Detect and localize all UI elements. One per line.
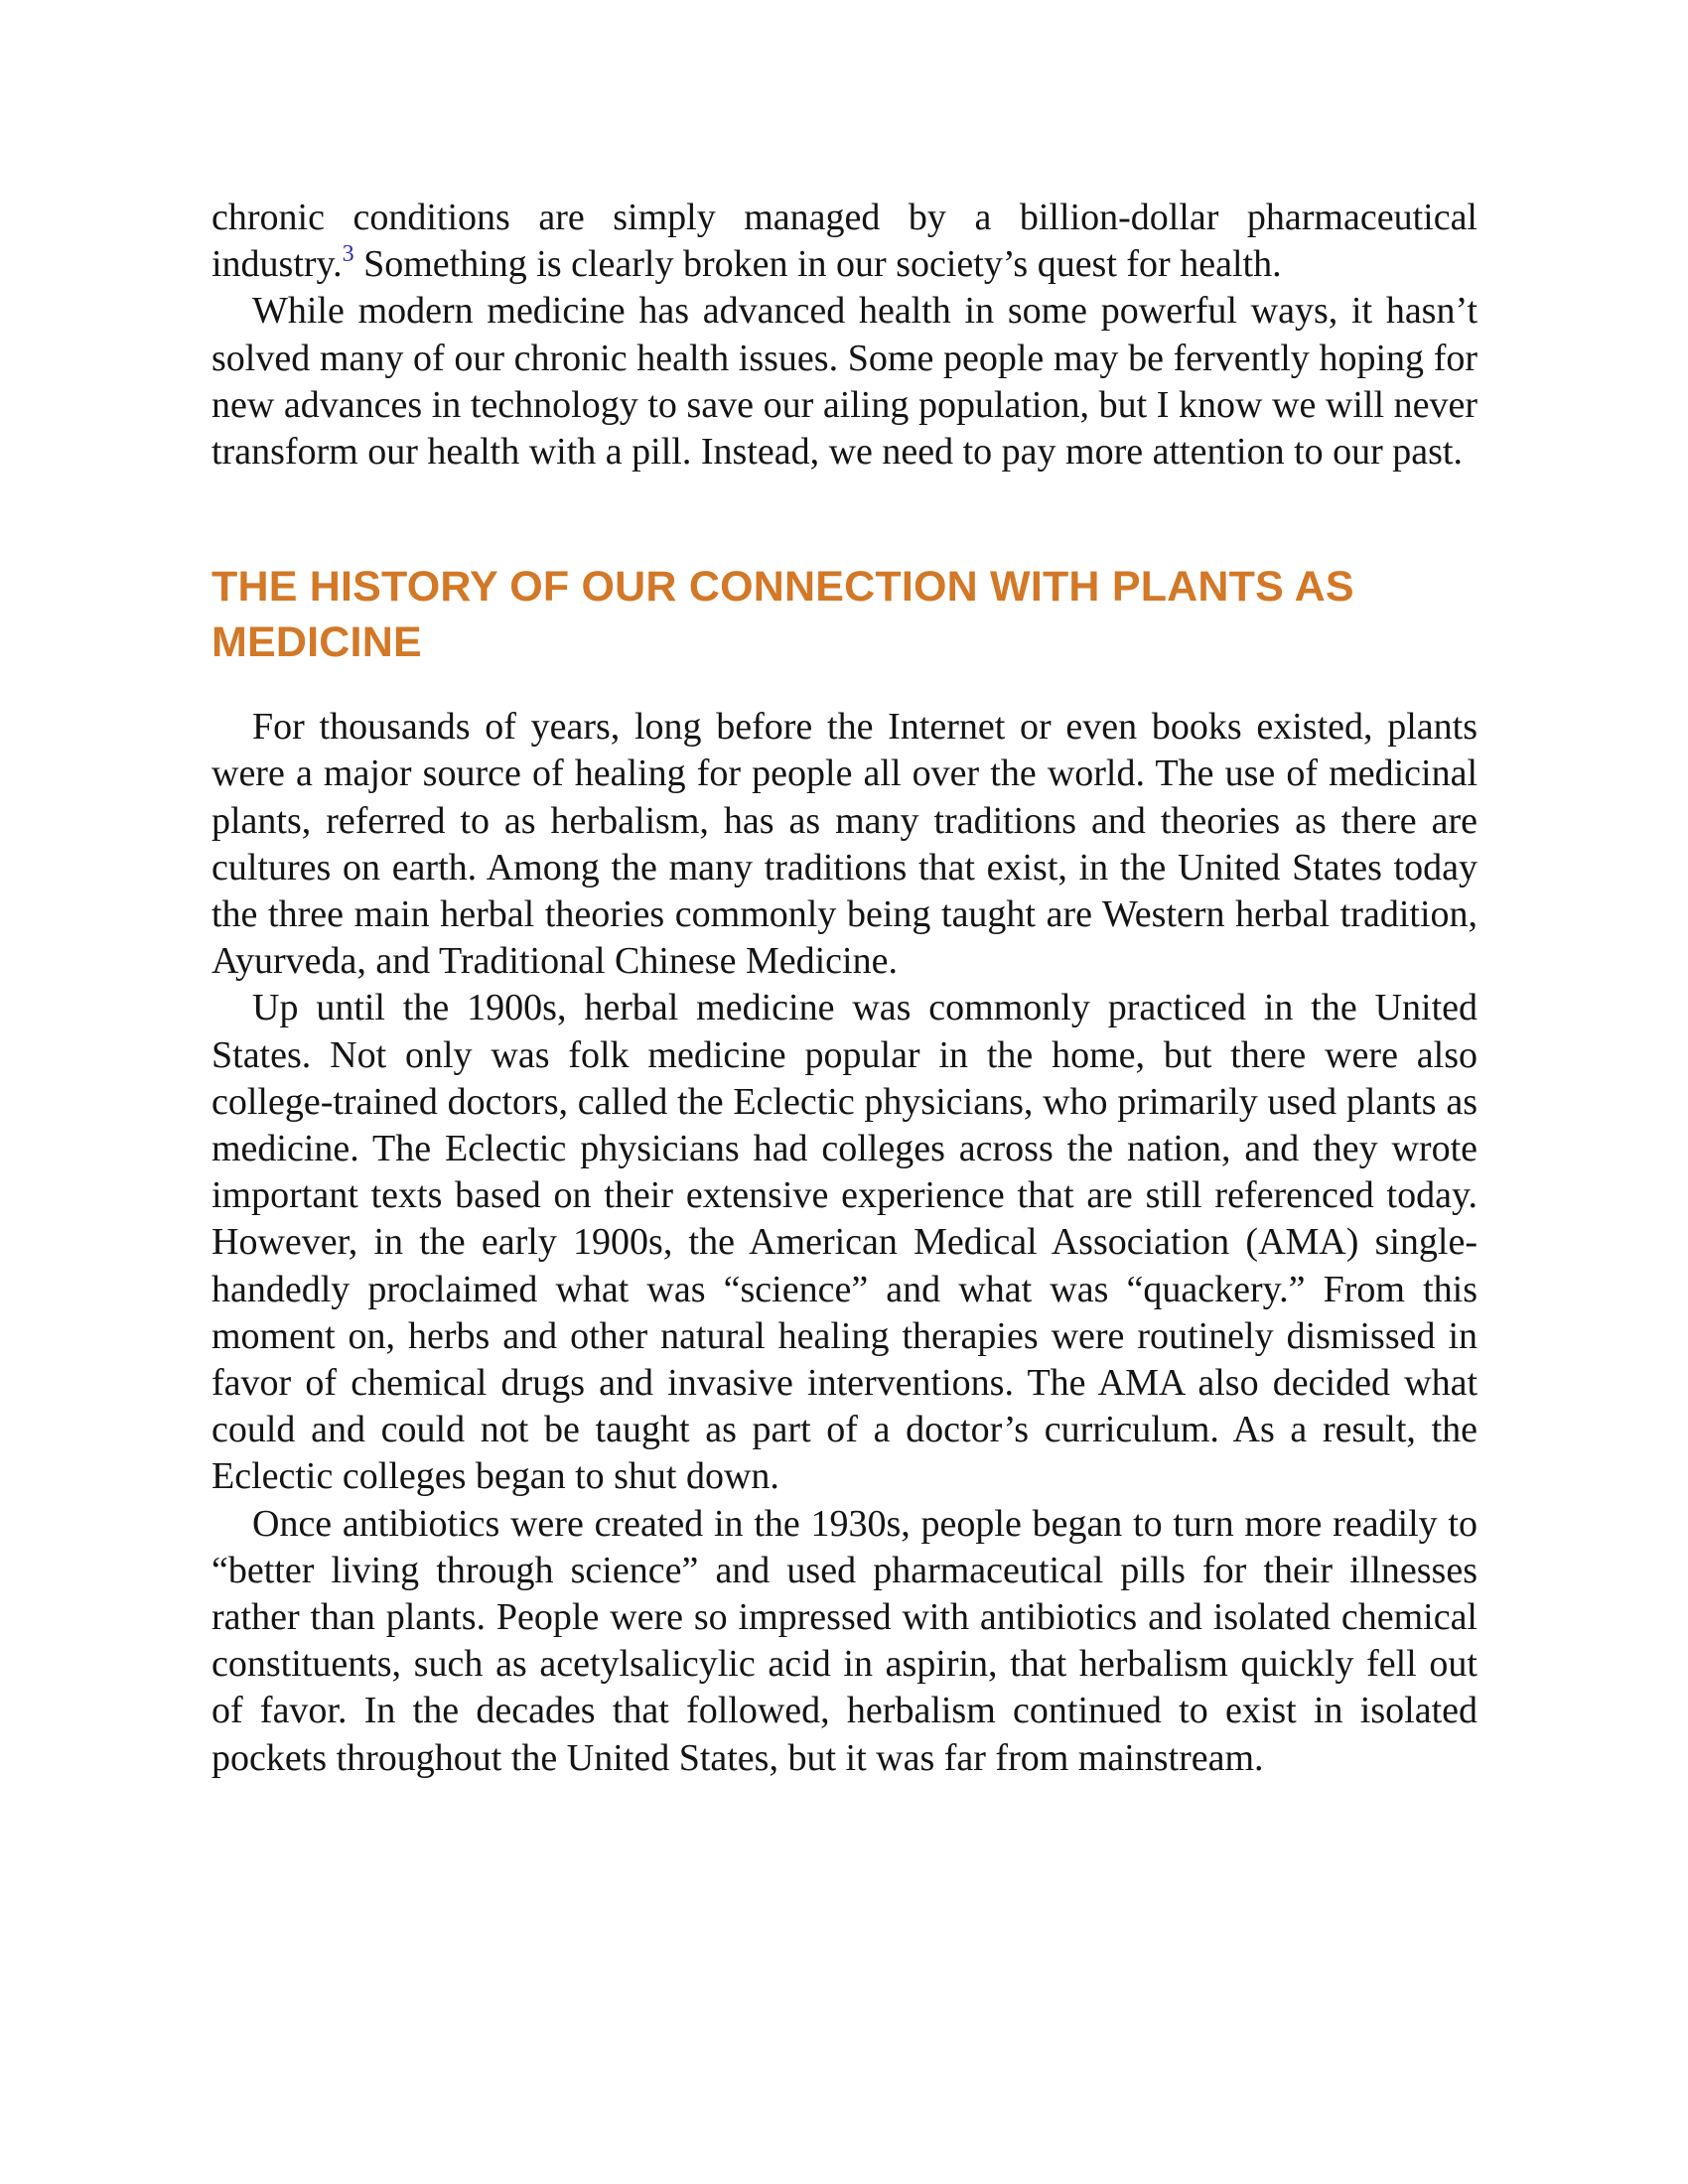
paragraph-modern-medicine: While modern medicine has advanced health in some powerful ways, it hasn’t solved many of our chronic health issues. Some people may be fervently hoping for new advances in technology to save our ailing population, but I know we will never transform our health with a pill. Instead, we need to pay more attention to our past. — [211, 290, 1477, 474]
paragraph-up-until-1900s: Up until the 1900s, herbal medicine was commonly practiced in the United States. Not only was folk medicine popular in the home, but there were also college-trained doctors, called the Eclectic physicians, who primarily used plants as medicine. The Eclectic physicians had colleges across the nation, and they wrote important texts based on their extensive experience that are still referenced today. However, in the early 1900s, the American Medical Association (AMA) single-handedly proclaimed what was “science” and what was “quackery.” From this moment on, herbs and other natural healing therapies were routinely dismissed in favor of chemical drugs and invasive interventions. The AMA also decided what could and could not be taught as part of a doctor’s curriculum. As a result, the Eclectic colleges began to shut down. — [211, 987, 1477, 1498]
section-heading: THE HISTORY OF OUR CONNECTION WITH PLANTS AS MEDICINE — [211, 563, 1354, 667]
paragraph-continued — [211, 195, 1477, 288]
paragraph-text: chronic conditions are simply managed by a billion-dollar pharmaceutical industry. — [211, 197, 1477, 286]
paragraph-thousands-of-years: For thousands of years, long before the Internet or even books existed, plants were a major source of healing for people all over the world. The use of medicinal plants, referred to as herbalism, has as many traditions and theories as there are cultures on earth. Among the many traditions that exist, in the United States today the three main herbal theories commonly being taught are Western herbal tradition, Ayurveda, and Traditional Chinese Medicine. — [211, 706, 1477, 983]
page-body — [211, 195, 1477, 1782]
paragraph-text: Something is clearly broken in our society’s quest for health. — [353, 243, 1282, 286]
paragraph-antibiotics: Once antibiotics were created in the 1930s, people began to turn more readily to “better living through science” and used pharmaceutical pills for their illnesses rather than plants. People were so impressed with antibiotics and isolated chemical constituents, such as acetylsalicylic acid in aspirin, that herbalism quickly fell out of favor. In the decades that followed, herbalism continued to exist in isolated pockets throughout the United States, but it was far from mainstream. — [211, 1502, 1477, 1779]
footnote-link[interactable]: 3 — [342, 241, 354, 268]
